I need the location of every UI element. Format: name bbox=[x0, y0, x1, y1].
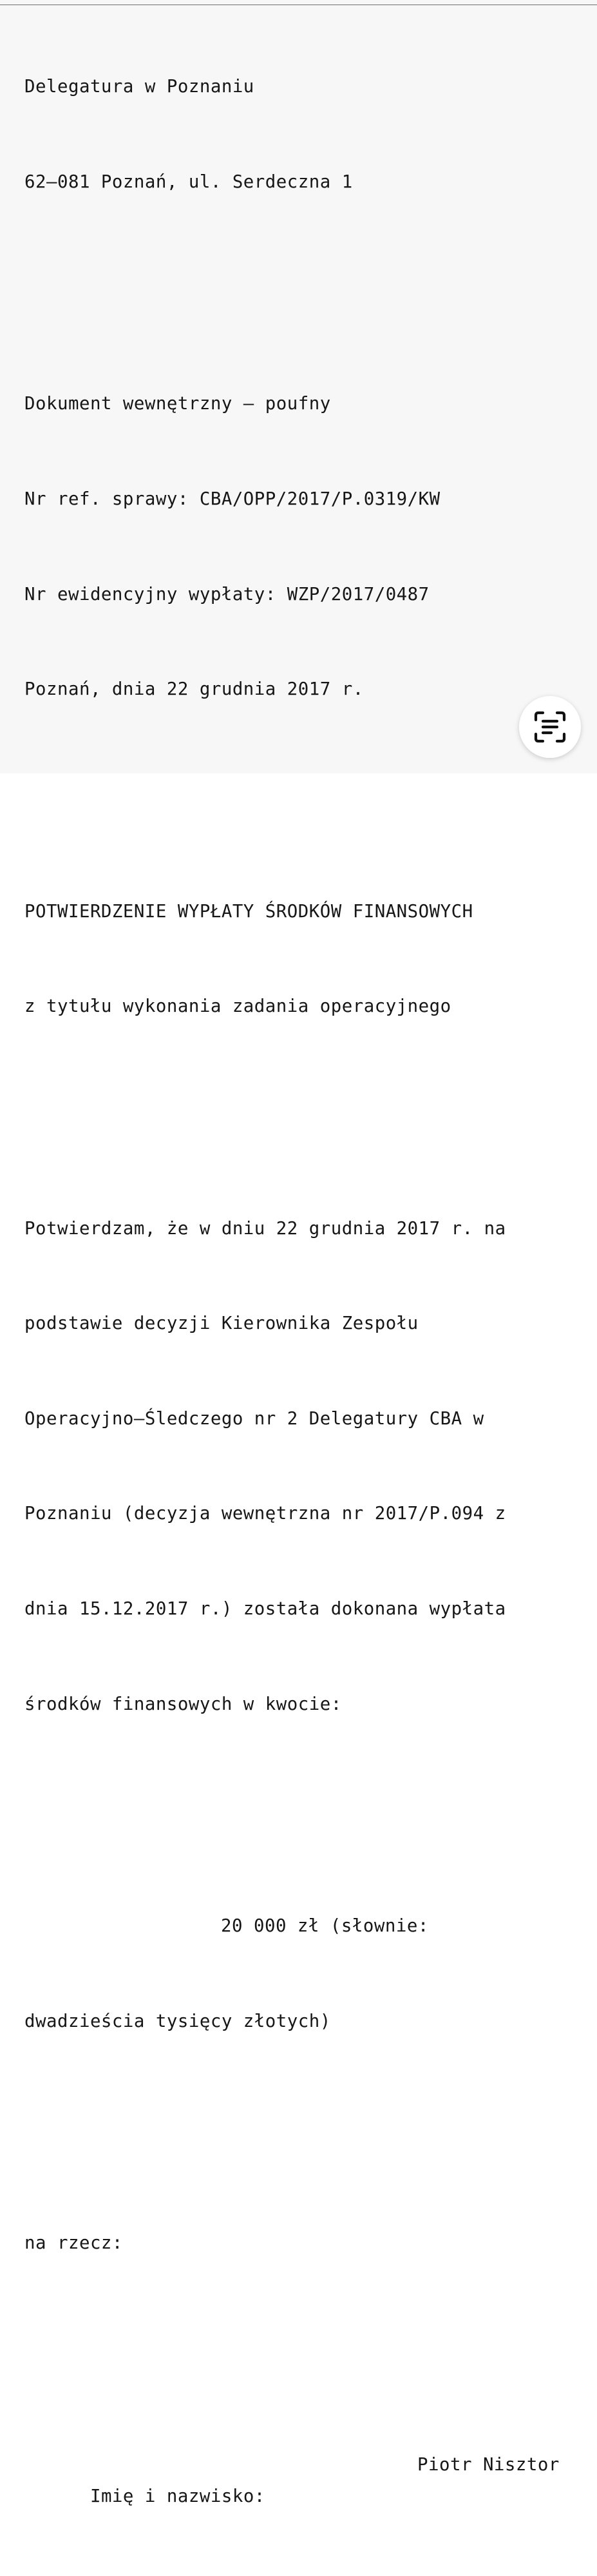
document-type-line: Dokument wewnętrzny — poufny bbox=[24, 394, 331, 414]
document-text bbox=[24, 8, 578, 2544]
case-reference-line: Nr ref. sprawy: CBA/OPP/2017/P.0319/KW bbox=[24, 489, 441, 509]
address-line: 62–081 Poznań, ul. Serdeczna 1 bbox=[24, 172, 353, 192]
amount-in-words-line: dwadzieścia tysięcy złotych) bbox=[24, 2011, 331, 2031]
body-line-4: Poznaniu (decyzja wewnętrzna nr 2017/P.094 z bbox=[24, 1504, 506, 1524]
document-title: POTWIERDZENIE WYPŁATY ŚRODKÓW FINANSOWYCH bbox=[24, 901, 473, 922]
amount-line: 20 000 zł (słownie: bbox=[221, 1915, 429, 1936]
name-label: Imię i nazwisko: bbox=[90, 2486, 265, 2507]
spacer bbox=[24, 1086, 578, 1118]
office-line: Delegatura w Poznaniu bbox=[24, 77, 254, 97]
payout-reference-line: Nr ewidencyjny wypłaty: WZP/2017/0487 bbox=[24, 584, 430, 605]
date-line: Poznań, dnia 22 grudnia 2017 r. bbox=[24, 679, 364, 700]
live-text-button[interactable] bbox=[519, 696, 581, 758]
spacer bbox=[24, 769, 578, 800]
document-subtitle: z tytułu wykonania zadania operacyjnego bbox=[24, 996, 451, 1017]
body-line-6: środków finansowych w kwocie: bbox=[24, 1694, 342, 1714]
spacer bbox=[24, 1783, 578, 1815]
spacer bbox=[24, 2322, 578, 2354]
body-line-5: dnia 15.12.2017 r.) została dokonana wypłata bbox=[24, 1598, 506, 1619]
body-line-3: Operacyjno–Śledczego nr 2 Delegatury CBA w bbox=[24, 1408, 484, 1429]
recipient-label: na rzecz: bbox=[24, 2232, 123, 2253]
body-line-2: podstawie decyzji Kierownika Zespołu bbox=[24, 1313, 419, 1334]
spacer bbox=[24, 2100, 578, 2132]
live-text-icon bbox=[531, 708, 569, 746]
recipient-name: Piotr Nisztor bbox=[417, 2455, 560, 2475]
recipient-name-row bbox=[24, 2449, 573, 2507]
spacer bbox=[24, 262, 578, 293]
body-line-1: Potwierdzam, że w dniu 22 grudnia 2017 r. na bbox=[24, 1218, 506, 1239]
